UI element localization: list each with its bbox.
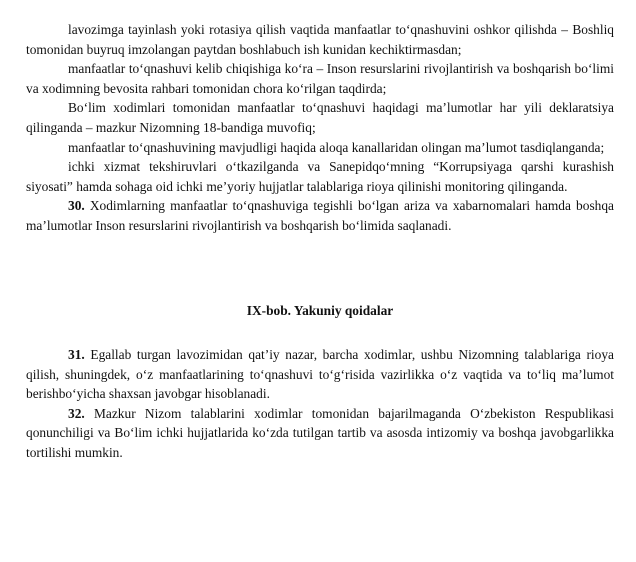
- paragraph-32: 32. Mazkur Nizom talablarini xodimlar tomonidan bajarilmaganda O‘zbekiston Respublikasi qonunchiligi va Bo‘lim ichki hujjatlarida ko‘zda tutilgan tartib va asosda intizomiy va boshqa javobgarlikka tortilishi mumkin.: [26, 405, 614, 460]
- paragraph: manfaatlar to‘qnashuvining mavjudligi haqida aloqa kanallaridan olingan ma’lumot tasdiqlanganda;: [68, 139, 605, 155]
- section-text-top: [26, 20, 614, 236]
- chapter-heading: IX-bob. Yakuniy qoidalar: [246, 303, 394, 318]
- paragraph-number: 32.: [68, 405, 85, 421]
- paragraph: manfaatlar to‘qnashuvi kelib chiqishiga ko‘ra – Inson resurslarini rivojlantirish va boshqarish bo‘limi va xodimning bevosita rahbari tomonidan chora ko‘rilgan taqdirda;: [26, 61, 614, 96]
- paragraph-number: 31.: [68, 347, 85, 362]
- paragraph: Bo‘lim xodimlari tomonidan manfaatlar to‘qnashuvi haqidagi ma’lumotlar har yili deklaratsiya qilinganda – mazkur Nizomning 18-bandiga muvofiq;: [26, 100, 614, 135]
- paragraph-30: 30. Xodimlarning manfaatlar to‘qnashuviga tegishli bo‘lgan ariza va xabarnomalari hamda boshqa ma’lumotlar Inson resurslarini rivojlantirish va boshqarish bo‘limida saqlanadi.: [26, 198, 614, 233]
- paragraph: lavozimga tayinlash yoki rotasiya qilish vaqtida manfaatlar to‘qnashuvini oshkor qilishda – Boshliq tomonidan buyruq imzolangan paytdan boshlabuch ish kunidan kechiktirmasdan;: [26, 22, 614, 57]
- paragraph-number: 30.: [68, 198, 85, 214]
- paragraph-31: 31. Egallab turgan lavozimidan qat’iy nazar, barcha xodimlar, ushbu Nizomning talablariga rioya qilish, shuningdek, o‘z manfaatlarining to‘qnashuvi to‘g‘risida vazirlikka o‘z vaqtida va to‘liq ma’lumot berishbo‘yicha shaxsan javobgar hisoblanadi.: [26, 347, 614, 402]
- section-text-bottom: [26, 345, 614, 463]
- paragraph: ichki xizmat tekshiruvlari o‘tkazilganda va Sanepidqo‘mning “Korrupsiyaga qarshi kurashish siyosati” hamda sohaga oid ichki me’yoriy hujjatlar talablariga rioya qilinishi monitoring qilinganda.: [26, 159, 614, 194]
